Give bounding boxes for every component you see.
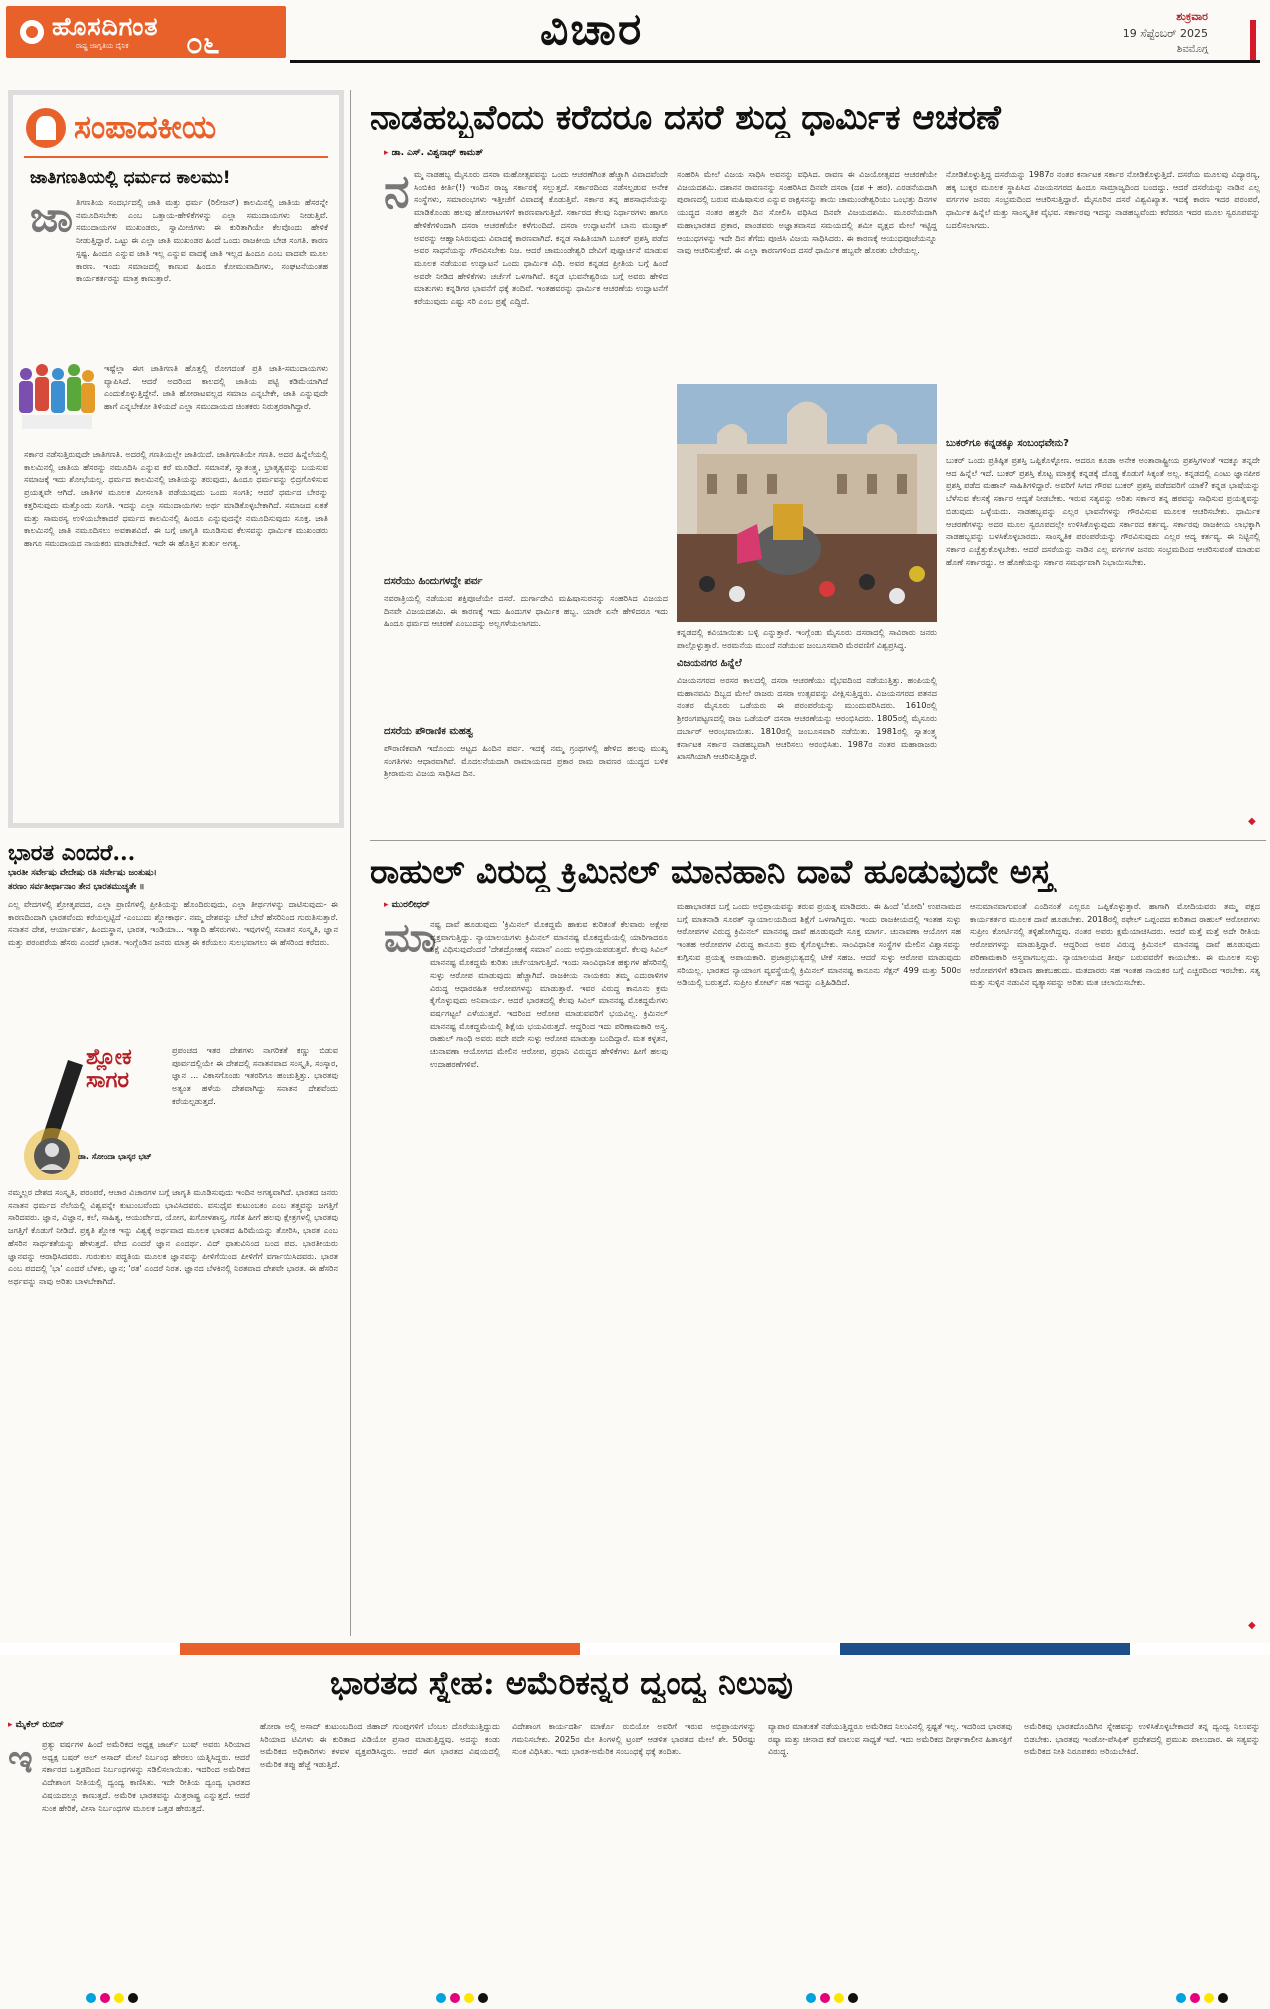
masthead-edition-city: ಶಿವಮೊಗ್ಗ	[1176, 44, 1208, 55]
bharata-paragraph: ಎಲ್ಲ ವೇದಗಳಲ್ಲಿ ಶ್ರೋತೃಪದದ, ಎಲ್ಲಾ ಪ್ರಾಣಿಗಳಲ್ಲಿ ಪ್ರೀತಿಯನ್ನು ಹೊಂದಿರುವುದು, ಎಲ್ಲಾ ತೀರ್ಥಗಳನ್ನು ದಾಟಿಸುವುದು- ಈ ಕಾರಣದಿಂದಾಗಿ ಭಾರತವೆಂದು ಕರೆಯಲ್ಪಟ್ಟಿದೆ -ಎಂಬುದು ಶ್ಲೋಕಾರ್ಥ. ನಮ್ಮ ದೇಶವನ್ನು ಬೇರೆ ಬೇರೆ ಹೆಸರಿನಿಂದ ಗುರುತಿಸುತ್ತಾರೆ. ಸನಾತನ ದೇಶ, ಆರ್ಯಾವರ್ತ, ಹಿಂದುಸ್ಥಾನ, ಭಾರತ, ಇಂಡಿಯಾ... ಇತ್ಯಾದಿ ಹೆಸರುಗಳು. ಇವುಗಳಲ್ಲಿ ಸನಾತನ ಸಂಸ್ಕೃತಿ, ಜ್ಞಾನ ಮತ್ತು ಪರಂಪರೆಯ ಹೆಸರು ಎಂದರೆ ಭಾರತ. ಇಂಗ್ಲೆಂಡಿನ ಜನರು ಮಾತ್ರ ಈ ಕರೆಯಲು ಸುಲಭವಾಗಲು ಈ ಹೆಸರಿಂದ ಕರೆದರು.	[8, 899, 338, 948]
masthead-date: 19 ಸೆಪ್ಟೆಂಬರ್ 2025	[1122, 27, 1208, 40]
magenta-register-mark	[820, 1993, 830, 2003]
dasara-headline: ನಾಡಹಬ್ಬವೆಂದು ಕರೆದರೂ ದಸರೆ ಶುದ್ಧ ಧಾರ್ಮಿಕ ಆಚರಣೆ	[370, 98, 1001, 138]
dasara-col1b: ನವರಾತ್ರಿಯಲ್ಲಿ ನಡೆಯುವ ಶಕ್ತಿಪೂಜೆಯೇ ದಸರೆ. ದುರ್ಗಾದೇವಿ ಮಹಿಷಾಸುರನನ್ನು ಸಂಹರಿಸಿದ ವಿಜಯದ ದಿನವೇ ವಿಜಯದಶಮಿ. ಈ ಕಾರಣಕ್ಕೆ ಇದು ಹಿಂದುಗಳ ಧಾರ್ಮಿಕ ಹಬ್ಬ. ಯಾರೇ ಏನೇ ಹೇಳಿದರೂ ಇದು ಹಿಂದೂ ಧರ್ಮದ ಆಚರಣೆ ಎಂಬುದನ್ನು ಅಲ್ಲಗಳೆಯಲಾಗದು.	[384, 593, 668, 629]
bharata-paragraph: ಪ್ರಪಂಚದ ಇತರ ದೇಶಗಳು ನಾಗರಿಕತೆ ಕಣ್ಣು ಬಿಡುವ ಪೂರ್ವದಲ್ಲಿಯೇ ಈ ದೇಶದಲ್ಲಿ ಸನಾತನವಾದ ಸಂಸ್ಕೃತಿ, ಸಂಸ್ಕಾರ, ಜ್ಞಾನ ... ವಿಕಾಸಗೊಂಡು ಇತರರಿಗೂ ಹಂಚುತ್ತಿತ್ತು. ಭಾರತವು ಅತ್ಯಂತ ಹಳೆಯ ದೇಶವಾಗಿದ್ದು ಸನಾತನ ದೇಶವೆಂದು ಕರೆಯಲ್ಪಡುತ್ತದೆ.	[172, 1045, 338, 1106]
shloka-author: ಡಾ. ಸೋಂದಾ ಭಾಸ್ಕರ ಭಟ್	[78, 1152, 152, 1161]
america-col2: ಹೋರಾ ಅಲ್ಲಿ ಅಸಾದ್ ಕುಟುಂಬದಿಂದ ಜಿಹಾದ್ ಗುಂಪುಗಳಿಗೆ ಬೆಂಬಲ ದೊರೆಯುತ್ತಿದ್ದುದು ಸಿರಿಯಾದ ಟಿವಿಗಳು ಈ ಕುರಿತಾದ ವಿಡಿಯೋ ಪ್ರಸಾರ ಮಾಡುತ್ತಿದ್ದವು. ಅದನ್ನು ಕಂಡು ಅಮೆರಿಕದ ಅಧಿಕಾರಿಗಳು ಕಳವಳ ವ್ಯಕ್ತಪಡಿಸಿದ್ದರು. ಆದರೆ ಈಗ ಭಾರತದ ವಿಷಯದಲ್ಲಿ ಅಮೆರಿಕ ತಪ್ಪು ಹೆಜ್ಜೆ ಇಡುತ್ತಿದೆ.	[260, 1721, 500, 1770]
editorial-paragraph: ತಿಗಣತಿಯ ಸಂದರ್ಭದಲ್ಲಿ ಜಾತಿ ಮತ್ತು ಧರ್ಮ (ರಿಲೀಜನ್) ಕಾಲಮಿನಲ್ಲಿ ಜಾತಿಯ ಹೆಸರನ್ನೇ ನಮೂದಿಸಬೇಕು ಎಂಬ ಒತ್ತಾಯ-ಹೇಳಿಕೆಗಳನ್ನು ಎಲ್ಲಾ ಸಮುದಾಯಗಳು ನೀಡುತ್ತಿವೆ. ಸಮುದಾಯಗಳ ಮುಖಂಡರು, ಸ್ವಾಮೀಜಿಗಳು ಈ ಕುರಿತಾಗಿಯೇ ಕೆಲವೊಂದು ಹೇಳಿಕೆ ನೀಡುತ್ತಿದ್ದಾರೆ. ಒಟ್ಟು ಈ ಎಲ್ಲಾ ಜಾತಿ ಮುಖಂಡರ ಹಿಂದೆ ಒಂದು ರಾಜಕೀಯ ಬೇಡ ಸಂಗತಿ. ಕಾರಣ ಸ್ಪಷ್ಟ. ಹಿಂದೂ ಎನ್ನುವ ಜಾತಿ ಇಲ್ಲ ಎನ್ನುವ ವಾದಕ್ಕೆ ಜಾತಿ ಇಲ್ಲದ ಹಿಂದೂ ಎಂಬ ವಾದವೇ ಮೂಲ ಕಾರಣ. ಇಂದು ಸಮಾಜದಲ್ಲಿ ಕಾಣುವ ಹಿಂದೂ ಕೋಮುವಾದಿಗಳು, ಸಂಘಟನೆಯಂತಹ ಕಾರ್ಯಕರ್ತರನ್ನು ಮಾತ್ರ ಕಾಣುತ್ತಾರೆ.	[76, 197, 328, 284]
cyan-register-mark	[436, 1993, 446, 2003]
dasara-subhead: ದಸರೆಯು ಹಿಂದುಗಳದ್ದೇ ಪರ್ವ	[384, 576, 483, 587]
yellow-register-mark	[114, 1993, 124, 2003]
shloka-sagara-badge	[8, 1040, 168, 1180]
rahul-col2: ಮಹಾಭಾರತದ ಬಗ್ಗೆ ಒಂದು ಅಭಿಪ್ರಾಯವನ್ನು ತರುವ ಪ್ರಯತ್ನ ಮಾಡಿದರು. ಈ ಹಿಂದೆ 'ಮೋದಿ' ಉಪನಾಮದ ಬಗ್ಗೆ ಮಾತನಾಡಿ ಸೂರತ್ ನ್ಯಾಯಾಲಯದಿಂದ ಶಿಕ್ಷೆಗೆ ಒಳಗಾಗಿದ್ದರು. ಇಂದು ರಾಜಕೀಯದಲ್ಲಿ ಇಂತಹ ಸುಳ್ಳು ಆರೋಪಗಳ ವಿರುದ್ಧ ಕ್ರಿಮಿನಲ್ ಮಾನನಷ್ಟ ದಾವೆ ಹೂಡುವುದೇ ಸೂಕ್ತ ಮಾರ್ಗ. ಚುನಾವಣಾ ಆಯೋಗ ಸಹ ಇಂತಹ ಆರೋಪಗಳ ವಿರುದ್ಧ ಕಾನೂನು ಕ್ರಮ ಕೈಗೊಳ್ಳಬೇಕು. ಸಾಂವಿಧಾನಿಕ ಸಂಸ್ಥೆಗಳ ಮೇಲಿನ ವಿಶ್ವಾಸವನ್ನು ಕುಗ್ಗಿಸುವ ಪ್ರಯತ್ನ ಅಪಾಯಕಾರಿ. ಪ್ರಜಾಪ್ರಭುತ್ವದಲ್ಲಿ ಟೀಕೆ ಸಹಜ. ಆದರೆ ಸುಳ್ಳು ಆರೋಪ ಮಾಡುವುದು ಸರಿಯಲ್ಲ. ಭಾರತದ ನ್ಯಾಯಾಂಗ ವ್ಯವಸ್ಥೆಯಲ್ಲಿ ಕ್ರಿಮಿನಲ್ ಮಾನನಷ್ಟ ಕಾನೂನು ಸೆಕ್ಷನ್ 499 ಮತ್ತು 500ರ ಅಡಿಯಲ್ಲಿ ಬರುತ್ತದೆ. ಸುಪ್ರೀಂ ಕೋರ್ಟ್ ಸಹ ಇದನ್ನು ಎತ್ತಿಹಿಡಿದಿದೆ.	[677, 901, 961, 988]
yellow-register-mark	[1204, 1993, 1214, 2003]
rahul-col1: ನಷ್ಟ ದಾವೆ ಹೂಡುವುದು 'ಕ್ರಿಮಿನಲ್ ಮೊಕದ್ದಮೆ ಹಾಕುವ ಕುರಿತಂತೆ ಕೆಲವಾರು ಅಕ್ಷೇಪ ವ್ಯಕ್ತವಾಗುತ್ತಿದ್ದು. ನ್ಯಾಯಾಲಯಗಳು ಕ್ರಿಮಿನಲ್ ಮಾನನಷ್ಟ ಮೊಕದ್ದಮೆಯಲ್ಲಿ ಯಾರಿಗಾದರೂ ಶಿಕ್ಷೆ ವಿಧಿಸುವುದೆಂದರೆ 'ದೇಶದ್ರೋಹಕ್ಕೆ ಸಮಾನ' ಎಂದು ಅಭಿಪ್ರಾಯಪಡುತ್ತವೆ. ಕೆಲವು ಸಿವಿಲ್ ಮಾನನಷ್ಟ ಮೊಕದ್ದಮೆ ಕುರಿತು ಚರ್ಚೆಯಾಗುತ್ತಿದೆ. ಇಂದು ಸಾಂವಿಧಾನಿಕ ಹಕ್ಕುಗಳ ಹೆಸರಿನಲ್ಲಿ ಸುಳ್ಳು ಆರೋಪ ಮಾಡುವುದು ಹೆಚ್ಚಾಗಿದೆ. ರಾಜಕೀಯ ನಾಯಕರು ತಮ್ಮ ಎದುರಾಳಿಗಳ ವಿರುದ್ಧ ಆಧಾರರಹಿತ ಆರೋಪಗಳನ್ನು ಮಾಡುತ್ತಾರೆ. ಇವರ ವಿರುದ್ಧ ಕಾನೂನು ಕ್ರಮ ಕೈಗೊಳ್ಳುವುದು ಅನಿವಾರ್ಯ. ಆದರೆ ಭಾರತದಲ್ಲಿ ಕೆಲವು ಸಿವಿಲ್ ಮಾನನಷ್ಟ ಮೊಕದ್ದಮೆಗಳು ವರ್ಷಗಟ್ಟಲೆ ಎಳೆಯುತ್ತವೆ. ಇದರಿಂದ ಆರೋಪ ಮಾಡುವವರಿಗೆ ಭಯವಿಲ್ಲ. ಕ್ರಿಮಿನಲ್ ಮಾನನಷ್ಟ ಮೊಕದ್ದಮೆಯಲ್ಲಿ ಶಿಕ್ಷೆಯ ಭಯವಿರುತ್ತದೆ. ಆದ್ದರಿಂದ ಇದು ಪರಿಣಾಮಕಾರಿ ಅಸ್ತ್ರ. ರಾಹುಲ್ ಗಾಂಧಿ ಅವರು ಪದೇ ಪದೇ ಸುಳ್ಳು ಆರೋಪ ಮಾಡುತ್ತಾ ಬಂದಿದ್ದಾರೆ. ಮತ ಕಳ್ಳತನ, ಚುನಾವಣಾ ಆಯೋಗದ ಮೇಲಿನ ಆರೋಪ, ಪ್ರಧಾನಿ ವಿರುದ್ಧದ ಹೇಳಿಕೆಗಳು ಹೀಗೆ ಹಲವು ಉದಾಹರಣೆಗಳಿವೆ.	[430, 919, 668, 1069]
dasara-col1: ಮ್ಮ ನಾಡಹಬ್ಬ ಮೈಸೂರು ದಸರಾ ಮಹೋತ್ಸವವನ್ನು ಒಂದು ಆಚರಣೆಗಿಂತ ಹೆಚ್ಚಾಗಿ ವಿವಾದವೆಂದೇ ಸಿಂಬಿಕಿರ ಕೀರ್ತಿ(!) ಇಂದಿನ ರಾಜ್ಯ ಸರ್ಕಾರಕ್ಕೆ ಸಲ್ಲುತ್ತದೆ. ಸರ್ಕಾರದಿಂದ ನಡೆಸಲ್ಪಡುವ ಅನೇಕ ಸಂಸ್ಥೆಗಳು, ಸಮಾರಂಭಗಳು ಇತ್ತೀಚೆಗೆ ವಿವಾದಕ್ಕೆ ಕೊಡುತ್ತಿವೆ. ಸರ್ಕಾರ ತನ್ನ ಹಠಸಾಧನೆಯನ್ನು ಮಾಡಿಕೊಂಡು ಹಲವು ಹೋರಾಟಗಳಿಗೆ ಕಾರಣವಾಗುತ್ತಿದೆ. ಸರ್ಕಾರದ ಕೆಲವು ನಿರ್ಧಾರಗಳು ಹಾಗೂ ಹೇಳಿಕೆಗಳಿಂದಾಗಿ ದಸರಾ ಆಚರಣೆಯೇ ಕಳೆಗುಂದಿದೆ. ದಸರಾ ಉದ್ಘಾಟನೆಗೆ ಬಾನು ಮುಷ್ತಾಕ್ ಅವರನ್ನು ಆಹ್ವಾನಿಸಿರುವುದು ವಿವಾದಕ್ಕೆ ಕಾರಣವಾಗಿದೆ. ಕನ್ನಡ ಸಾಹಿತಿಯಾಗಿ ಬೂಕರ್ ಪ್ರಶಸ್ತಿ ಪಡೆದ ಅವರ ಸಾಧನೆಯನ್ನು ಗೌರವಿಸಬೇಕು ನಿಜ. ಆದರೆ ಚಾಮುಂಡೇಶ್ವರಿ ದೇವಿಗೆ ಪುಷ್ಪಾರ್ಚನೆ ಮಾಡುವ ಮೂಲಕ ನಡೆಯುವ ಉದ್ಘಾಟನೆ ಒಂದು ಧಾರ್ಮಿಕ ವಿಧಿ. ಅವರ ಕನ್ನಡದ ಪ್ರೀತಿಯ ಬಗ್ಗೆ ಹಿಂದೆ ಅವರೇ ನೀಡಿದ ಹೇಳಿಕೆಗಳು ಚರ್ಚೆಗೆ ಒಳಗಾಗಿವೆ. ಕನ್ನಡ ಭುವನೇಶ್ವರಿಯ ಬಗ್ಗೆ ಅವರು ಹೇಳಿದ ಮಾತುಗಳು ಕನ್ನಡಿಗರ ಭಾವನೆಗೆ ಧಕ್ಕೆ ತಂದಿವೆ. ಇಂತಹವರನ್ನು ಧಾರ್ಮಿಕ ಆಚರಣೆಯ ಉದ್ಘಾಟನೆಗೆ ಕರೆಯುವುದು ಎಷ್ಟು ಸರಿ ಎಂಬ ಪ್ರಶ್ನೆ ಎದ್ದಿದೆ.	[414, 169, 668, 307]
dasara-dropcap: ನ	[384, 164, 410, 218]
yellow-register-mark	[834, 1993, 844, 2003]
rahul-col3: ಆನುಮಾನವಾಗುವಂತೆ ಎಂದಿನಂತೆ ಎಲ್ಲರೂ ಒಪ್ಪಿಕೊಳ್ಳುತ್ತಾರೆ. ಹಾಗಾಗಿ ಮೋದಿಯವರು ತಮ್ಮ ಪಕ್ಷದ ಕಾರ್ಯಕರ್ತರ ಮೂಲಕ ದಾವೆ ಹೂಡಬೇಕು. 2018ರಲ್ಲಿ ರಫೇಲ್ ಒಪ್ಪಂದದ ಕುರಿತಾದ ರಾಹುಲ್ ಆರೋಪಗಳು ಸುಪ್ರೀಂ ಕೋರ್ಟಿನಲ್ಲಿ ತಳ್ಳಿಹೋಗಿದ್ದವು. ನಂತರ ಅವರು ಕ್ಷಮೆಯಾಚಿಸಿದರು. ಆದರೆ ಮತ್ತೆ ಮತ್ತೆ ಅದೇ ರೀತಿಯ ಆರೋಪಗಳನ್ನು ಮಾಡುತ್ತಿದ್ದಾರೆ. ಆದ್ದರಿಂದ ಅವರ ವಿರುದ್ಧ ಕ್ರಿಮಿನಲ್ ಮಾನನಷ್ಟ ದಾವೆ ಹೂಡುವುದು ಪರಿಣಾಮಕಾರಿ ಅಸ್ತ್ರವಾಗಬಲ್ಲದು. ನ್ಯಾಯಾಲಯದ ತೀರ್ಪು ಬರುವವರೆಗೆ ಕಾಯಬೇಕು. ಈ ಮೂಲಕ ಸುಳ್ಳು ಆರೋಪಗಳಿಗೆ ಕಡಿವಾಣ ಹಾಕಬಹುದು. ಮತದಾರರು ಸಹ ಇಂತಹ ನಾಯಕರ ಬಗ್ಗೆ ಎಚ್ಚರದಿಂದ ಇರಬೇಕು. ಸತ್ಯ ಮತ್ತು ಸುಳ್ಳಿನ ನಡುವಿನ ವ್ಯತ್ಯಾಸವನ್ನು ಅರಿತು ಮತ ಚಲಾಯಿಸಬೇಕು.	[970, 901, 1260, 988]
rahul-dropcap: ಮಾ	[384, 915, 437, 961]
section-colour-bar	[0, 1643, 1270, 1655]
dasara-subhead: ದಸರೆಯ ಪೌರಾಣಿಕ ಮಹತ್ವ	[384, 726, 473, 737]
masthead	[0, 0, 1270, 62]
cyan-register-mark	[86, 1993, 96, 2003]
magenta-register-mark	[1190, 1993, 1200, 2003]
america-col3: ವಿದೇಶಾಂಗ ಕಾರ್ಯದರ್ಶಿ ಮಾರ್ಕೊ ರುಬಿಯೋ ಅವರಿಗೆ ಇರುವ ಅಭಿಪ್ರಾಯಗಳನ್ನು ಗಮನಿಸಬೇಕು. 2025ರ ಮೇ ತಿಂಗಳಲ್ಲಿ ಟ್ರಂಪ್ ಆಡಳಿತ ಭಾರತದ ಮೇಲೆ ಶೇ. 50ರಷ್ಟು ಸುಂಕ ವಿಧಿಸಿತು. ಇದು ಭಾರತ-ಅಮೆರಿಕ ಸಂಬಂಧಕ್ಕೆ ಧಕ್ಕೆ ತಂದಿತು.	[512, 1721, 756, 1757]
cyan-register-mark	[1176, 1993, 1186, 2003]
dasara-col2b: ಕನ್ನಡದಲ್ಲಿ ಕವಿಯಾಯಿತು ಬಳ್ಳಿ ಎನ್ನುತ್ತಾರೆ. ಇಂಗ್ಲೆಂಡು ಮೈಸೂರು ದಸರಾದಲ್ಲಿ ಸಾವಿರಾರು ಜನರು ಪಾಲ್ಗೊಳ್ಳುತ್ತಾರೆ. ಅರಮನೆಯ ಮುಂದೆ ನಡೆಯುವ ಜಂಬೂಸವಾರಿ ಮೆರವಣಿಗೆ ವಿಶ್ವಪ್ರಸಿದ್ಧ.	[677, 627, 937, 650]
editorial-dropcap: ಜಾ	[30, 192, 74, 241]
america-col4: ವ್ಯಾಪಾರ ಮಾತುಕತೆ ನಡೆಯುತ್ತಿದ್ದರೂ ಅಮೆರಿಕದ ನಿಲುವಿನಲ್ಲಿ ಸ್ಪಷ್ಟತೆ ಇಲ್ಲ. ಇದರಿಂದ ಭಾರತವು ರಷ್ಯಾ ಮತ್ತು ಚೀನಾದ ಕಡೆ ವಾಲುವ ಸಾಧ್ಯತೆ ಇದೆ. ಇದು ಅಮೆರಿಕದ ದೀರ್ಘಕಾಲೀನ ಹಿತಾಸಕ್ತಿಗೆ ವಿರುದ್ಧ.	[768, 1721, 1012, 1757]
dasara-col2: ಸಂಹರಿಸಿ ಮೇಲೆ ವಿಜಯ ಸಾಧಿಸಿ ಅವನನ್ನು ವಧಿಸಿದ. ರಾವಣ ಈ ವಿಜಯೋತ್ಸವದ ಆಚರಣೆಯೇ ವಿಜಯದಶಮಿ. ದಶಾನನ ರಾವಣನನ್ನು ಸಂಹರಿಸಿದ ದಿನವೇ ದಸರಾ (ದಶ + ಹರ). ಎರಡನೆಯದಾಗಿ ಪುರಾಣದಲ್ಲಿ ಬರುವ ಮಹಿಷಾಸುರ ಎನ್ನುವ ರಾಕ್ಷಸನನ್ನು ತಾಯಿ ಚಾಮುಂಡೇಶ್ವರಿಯು ಒಂಭತ್ತು ದಿನಗಳ ಯುದ್ಧದ ನಂತರ ಹತ್ತನೇ ದಿನ ಸೋಲಿಸಿ ವಧಿಸಿದ ದಿನವೇ ವಿಜಯದಶಮಿ. ಮೂರನೆಯದಾಗಿ ಮಹಾಭಾರತದ ಪ್ರಕಾರ, ಪಾಂಡವರು ಅಜ್ಞಾತವಾಸದ ಸಮಯದಲ್ಲಿ ಶಮೀ ವೃಕ್ಷದ ಮೇಲೆ ಇಟ್ಟಿದ್ದ ಆಯುಧಗಳನ್ನು ಇದೇ ದಿನ ತೆಗೆದು ಪೂಜಿಸಿ ವಿಜಯ ಸಾಧಿಸಿದರು. ಈ ಕಾರಣಕ್ಕೆ ಆಯುಧಪೂಜೆಯನ್ನೂ ನಾವು ಆಚರಿಸುತ್ತೇವೆ. ಈ ಎಲ್ಲಾ ಕಾರಣಗಳಿಂದ ದಸರೆ ಧಾರ್ಮಿಕ ಹಬ್ಬವೇ ಹೊರತು ಬೇರೆಯಲ್ಲ.	[677, 169, 937, 256]
bharata-heading: ಭಾರತ ಎಂದರೆ...	[8, 840, 136, 866]
america-headline: ಭಾರತದ ಸ್ನೇಹ: ಅಮೆರಿಕನ್ನರ ದ್ವಂದ್ವ ನಿಲುವು	[330, 1664, 793, 1702]
shloka-sagara-label: ಶ್ಲೋಕ ಸಾಗರ	[86, 1044, 132, 1094]
end-mark-icon: ◆	[1248, 816, 1256, 827]
dasara-byline: ▸ ಡಾ. ಎಸ್. ವಿಶ್ವನಾಥ್ ಕಾಮತ್	[384, 148, 483, 158]
black-register-mark	[1218, 1993, 1228, 2003]
dasara-col3b: ಬುಕರ್ ಒಂದು ಪ್ರತಿಷ್ಠಿತ ಪ್ರಶಸ್ತಿ ಒಪ್ಪಿಕೊಳ್ಳೋಣ. ಆದರೂ ಕೂಡಾ ಅನೇಕ ಅಂತಾರಾಷ್ಟ್ರೀಯ ಪ್ರಶಸ್ತಿಗಳಂತೆ ಇದಕ್ಕೂ ತನ್ನದೇ ಆದ ಹಿನ್ನೆಲೆ ಇದೆ. ಬುಕರ್ ಪ್ರಶಸ್ತಿ ಕೊಟ್ಟ ಮಾತ್ರಕ್ಕೆ ಕನ್ನಡಕ್ಕೆ ದೊಡ್ಡ ಕೊಡುಗೆ ಸಿಕ್ಕಂತೆ ಅಲ್ಲ. ಕನ್ನಡದಲ್ಲಿ ಎಂಟು ಜ್ಞಾನಪೀಠ ಪ್ರಶಸ್ತಿ ಪಡೆದ ಮಹಾನ್ ಸಾಹಿತಿಗಳಿದ್ದಾರೆ. ಅವರಿಗೆ ಸಿಗದ ಗೌರವ ಬುಕರ್ ಪ್ರಶಸ್ತಿ ಪಡೆದವರಿಗೆ ಯಾಕೆ? ಕನ್ನಡ ಭಾಷೆಯನ್ನು ಬೆಳೆಸುವ ಕೆಲಸಕ್ಕೆ ಸರ್ಕಾರ ಆದ್ಯತೆ ನೀಡಬೇಕು. ಇರುವ ಸತ್ಯವನ್ನು ಅರಿತು ಸರ್ಕಾರ ತನ್ನ ಹಠವನ್ನು ಸಾಧಿಸುವ ಪ್ರಯತ್ನವನ್ನು ಬಿಡುವುದು ಒಳ್ಳೆಯದು. ನಾಡಹಬ್ಬವನ್ನು ಎಲ್ಲರ ಭಾವನೆಗಳನ್ನು ಗೌರವಿಸುವ ಮೂಲಕ ಆಚರಿಸಬೇಕು. ಧಾರ್ಮಿಕ ಆಚರಣೆಗಳನ್ನು ಅದರ ಮೂಲ ಸ್ವರೂಪದಲ್ಲೇ ಉಳಿಸಿಕೊಳ್ಳುವುದು ಸರ್ಕಾರದ ಕರ್ತವ್ಯ. ಸರ್ಕಾರವು ರಾಜಕೀಯ ಲಾಭಕ್ಕಾಗಿ ನಾಡಹಬ್ಬವನ್ನು ಬಳಸಿಕೊಳ್ಳಬಾರದು. ಸಾಂಸ್ಕೃತಿಕ ಪರಂಪರೆಯನ್ನು ಗೌರವಿಸುವುದು ಎಲ್ಲರ ಆದ್ಯ ಕರ್ತವ್ಯ. ಈ ನಿಟ್ಟಿನಲ್ಲಿ ಸರ್ಕಾರ ಎಚ್ಚೆತ್ತುಕೊಳ್ಳಬೇಕು. ಆದರೆ ದಸರೆಯನ್ನು ನಾಡಿನ ಎಲ್ಲ ವರ್ಗಗಳ ಜನರು ಸಂಭ್ರಮದಿಂದ ಆಚರಿಸುವಂತೆ ಮಾಡುವ ಹೊಣೆ ಸರ್ಕಾರದ್ದು. ಆ ಹೊಣೆಯನ್ನು ಸರ್ಕಾರ ಸಮರ್ಥವಾಗಿ ನಿಭಾಯಿಸಬೇಕು.	[946, 455, 1260, 567]
rahul-byline: ▸ ಮುರಲೀಧರ್	[384, 900, 430, 910]
bharata-paragraph: ನಮ್ಮಲ್ಲರ ದೇಶದ ಸಂಸ್ಕೃತಿ, ಪರಂಪರೆ, ಆಚಾರ ವಿಚಾರಗಳ ಬಗ್ಗೆ ಜಾಗೃತಿ ಮೂಡಿಸುವುದು ಇಂದಿನ ಅಗತ್ಯವಾಗಿದೆ. ಭಾರತದ ಜನರು ಸನಾತನ ಧರ್ಮದ ನೆಲೆಯಲ್ಲಿ ವಿಶ್ವವನ್ನೇ ಕುಟುಂಬವೆಂದು ಭಾವಿಸಿದವರು. ವಸುಧೈವ ಕುಟುಂಬಕಂ ಎಂಬ ತತ್ತ್ವವನ್ನು ಜಗತ್ತಿಗೆ ಸಾರಿದವರು. ಜ್ಞಾನ, ವಿಜ್ಞಾನ, ಕಲೆ, ಸಾಹಿತ್ಯ, ಆಯುರ್ವೇದ, ಯೋಗ, ಖಗೋಳಶಾಸ್ತ್ರ, ಗಣಿತ ಹೀಗೆ ಹಲವು ಕ್ಷೇತ್ರಗಳಲ್ಲಿ ಭಾರತವು ಜಗತ್ತಿಗೆ ಕೊಡುಗೆ ನೀಡಿದೆ. ಪ್ರಕೃತಿ ಶ್ಲೋಕ ಇನ್ನು ವಿಶ್ವಕ್ಕೆ ಅರ್ಥವಾದ ಮೂಲಕ ಭಾರತದ ಹಿರಿಮೆಯನ್ನು ತೋರಿಸಿ, ಭಾರತ ಎಂಬ ಹೆಸರಿನ ಸಾರ್ಥಕತೆಯನ್ನು ಹೇಳುತ್ತದೆ. ವೇದ ಎಂದರೆ ಜ್ಞಾನ ಎಂದರ್ಥ. ವಿದ್ ಧಾತುವಿನಿಂದ ಬಂದ ಪದ. ಭಾರತೀಯರು ಜ್ಞಾನವನ್ನು ಆರಾಧಿಸಿದವರು. ಗುರುಕುಲ ಪದ್ಧತಿಯ ಮೂಲಕ ಜ್ಞಾನವನ್ನು ಪೀಳಿಗೆಯಿಂದ ಪೀಳಿಗೆಗೆ ವರ್ಗಾಯಿಸಿದವರು. ಭಾರತ ಎಂಬ ಪದದಲ್ಲಿ 'ಭಾ' ಎಂದರೆ ಬೆಳಕು, ಜ್ಞಾನ; 'ರತ' ಎಂದರೆ ನಿರತ. ಜ್ಞಾನದ ಬೆಳಕಿನಲ್ಲಿ ನಿರತವಾದ ದೇಶವೇ ಭಾರತ. ಈ ಹೆಸರಿನ ಅರ್ಥವನ್ನು ನಾವು ಅರಿತು ಬಾಳಬೇಕಾಗಿದೆ.	[8, 1187, 338, 1286]
bharata-shloka-line: ತರಣಂ ಸರ್ವತೀರ್ಥಾನಾಂ ತೇನ ಭಾರತಮುಚ್ಯತೇ ॥	[8, 882, 145, 892]
dasara-subhead: ಬುಕರ್‌ಗೂ ಕನ್ನಡಕ್ಕೂ ಸಂಬಂಧವೇನು?	[946, 438, 1069, 449]
black-register-mark	[848, 1993, 858, 2003]
yellow-register-mark	[464, 1993, 474, 2003]
brand-tagline: ರಾಷ್ಟ್ರ ಜಾಗೃತಿಯ ದೈನಿಕ	[76, 42, 129, 50]
rahul-headline: ರಾಹುಲ್ ವಿರುದ್ಧ ಕ್ರಿಮಿನಲ್ ಮಾನಹಾನಿ ದಾವೆ ಹೂಡುವುದೇ ಅಸ್ತ್ರ	[370, 852, 1053, 891]
editorial-headline: ಜಾತಿಗಣತಿಯಲ್ಲಿ ಧರ್ಮದ ಕಾಲಮು!	[30, 168, 231, 188]
masthead-day: ಶುಕ್ರವಾರ	[1176, 10, 1208, 23]
people-crowd-icon	[16, 360, 98, 436]
america-col5: ಅಮೆರಿಕವು ಭಾರತದೊಂದಿಗಿನ ಸ್ನೇಹವನ್ನು ಉಳಿಸಿಕೊಳ್ಳಬೇಕಾದರೆ ತನ್ನ ದ್ವಂದ್ವ ನಿಲುವನ್ನು ಬಿಡಬೇಕು. ಭಾರತವು ಇಂಡೋ-ಪೆಸಿಫಿಕ್ ಪ್ರದೇಶದಲ್ಲಿ ಪ್ರಮುಖ ಪಾಲುದಾರ. ಈ ಸತ್ಯವನ್ನು ಅಮೆರಿಕದ ನೀತಿ ನಿರೂಪಕರು ಅರಿಯಬೇಕಿದೆ.	[1024, 1721, 1260, 1757]
brand-logo-box	[6, 6, 286, 61]
bharata-shloka-line: ಭಾರತೀ ಸರ್ವೇಷು ವೇದೇಷು ರತಿ ಸರ್ವೇಷು ಜಂತುಷು।	[8, 868, 157, 878]
dasara-col1c: ಪೌರಾಣಿಕವಾಗಿ ಇದೊಂದು ಆಟ್ಟದ ಹಿಂದಿನ ಪರ್ವ. ಇದಕ್ಕೆ ನಮ್ಮ ಗ್ರಂಥಗಳಲ್ಲಿ ಹೇಳಿದ ಹಲವು ಮುಖ್ಯ ಸಂಗತಿಗಳು ಆಧಾರವಾಗಿವೆ. ಮೊದಲನೆಯದಾಗಿ ರಾಮಾಯಣದ ಪ್ರಕಾರ ರಾಮ ರಾವಣರ ಯುದ್ಧದ ಬಳಿಕ ಶ್ರೀರಾಮನು ವಿಜಯ ಸಾಧಿಸಿದ ದಿನ.	[384, 743, 668, 779]
page-number: ೦೬	[186, 26, 220, 61]
america-byline: ▸ ಮೈಕೆಲ್ ರುಬಿನ್	[8, 1720, 64, 1730]
end-mark-icon: ◆	[1248, 1620, 1256, 1631]
editorial-paragraph: ಸರ್ಕಾರ ನಡೆಸುತ್ತಿರುವುದೇ ಜಾತಿಗಣತಿ. ಅದರಲ್ಲಿ ಗಣತಿಯಲ್ಲೇ ಜಾತಿಯಿದೆ. ಜಾತಿಗಣತಿಯೇ ಗಣತಿ. ಅದರ ಹಿನ್ನೆಲೆಯಲ್ಲಿ ಕಾಲಮಿನಲ್ಲಿ ಜಾತಿಯ ಹೆಸರನ್ನು ನಮೂದಿಸಿ ಎನ್ನುವ ಕರೆ ಮೂಡಿದೆ. ಸಮಾನತೆ, ಸ್ವಾತಂತ್ರ್ಯ, ಭ್ರಾತೃತ್ವವನ್ನು ಬಯಸುವ ಸಮಾಜಕ್ಕೆ ಇದು ಶೋಭೆಯಲ್ಲ. ಧರ್ಮದ ಕಾಲಮಿನಲ್ಲಿ ಜಾತಿಯನ್ನು ತರುವುದು, ಹಿಂದೂ ಧರ್ಮವನ್ನು ಛಿದ್ರಗೊಳಿಸುವ ಪ್ರಯತ್ನವೇ ಆಗಿದೆ. ಜಾತಿಗಳ ಮೂಲಕ ಮೀಸಲಾತಿ ಪಡೆಯುವುದು ಒಂದು ಸಂಗತಿ; ಆದರೆ ಧರ್ಮದ ಬೇರನ್ನು ಕತ್ತರಿಸುವುದು ಮತ್ತೊಂದು ಸಂಗತಿ. ಇದನ್ನು ಎಲ್ಲಾ ಸಮುದಾಯಗಳು ಅರ್ಥ ಮಾಡಿಕೊಳ್ಳಬೇಕಾಗಿದೆ. ಸಮಾಜದ ಏಕತೆ ಮತ್ತು ಸಾಮರಸ್ಯ ಉಳಿಯಬೇಕಾದರೆ ಧರ್ಮದ ಕಾಲಮಿನಲ್ಲಿ ಹಿಂದೂ ಎನ್ನುವುದನ್ನೇ ನಮೂದಿಸುವುದು ಸೂಕ್ತ. ಜಾತಿ ಕಾಲಮಿನಲ್ಲಿ ಜಾತಿ ನಮೂದಿಸಲು ಅವಕಾಶವಿದೆ. ಈ ಬಗ್ಗೆ ಜಾಗೃತಿ ಮೂಡಿಸುವ ಕೆಲಸವನ್ನು ಧಾರ್ಮಿಕ ಮುಖಂಡರು ಹಾಗೂ ಸಮುದಾಯದ ನಾಯಕರು ಮಾಡಬೇಕಿದೆ. ಇದೇ ಈ ಹೊತ್ತಿನ ತುರ್ತು ಅಗತ್ಯ.	[24, 449, 328, 548]
magenta-register-mark	[100, 1993, 110, 2003]
color-strip	[1250, 20, 1256, 60]
cyan-register-mark	[806, 1993, 816, 2003]
mysore-palace-procession-photo	[677, 384, 937, 622]
editorial-icon	[26, 108, 66, 148]
masthead-rule	[290, 60, 1260, 63]
black-register-mark	[128, 1993, 138, 2003]
column-divider	[350, 90, 351, 1636]
editorial-paragraph: ಇಷ್ಟೆಲ್ಲಾ ಈಗ ಜಾತಿಗಣತಿ ಹೊತ್ತಲ್ಲಿ ರೋಗದಂತೆ ಪ್ರತಿ ಜಾತಿ-ಸಮುದಾಯಗಳು ವ್ಯಾಪಿಸಿದೆ. ಆದರೆ ಅದರಿಂದ ಕಾಲದಲ್ಲಿ ಜಾತಿಯ ಪಟ್ಟಿ ಕಡಿಮೆಯಾಗಿದೆ ಎಂದುಕೊಳ್ಳುತ್ತಿದ್ದೇನೆ. ಜಾತಿ ಹೋರಾಟವಲ್ಲದ ಸಮಾಜ ಎನ್ನಬೇಕೇ, ಜಾತಿ ಎನ್ನುವುದೇ ಹಾಗೆ ಎನ್ನಬೇಕೋ ತಿಳಿಯದೆ ಎಲ್ಲಾ ಸಮುದಾಯದ ಚಿಂತಕರು ನಿರುತ್ತರರಾಗಿದ್ದಾರೆ.	[104, 363, 328, 412]
magenta-register-mark	[450, 1993, 460, 2003]
dasara-col3: ನೋಡಿಕೊಳ್ಳುತ್ತಿದ್ದ ದಸರೆಯನ್ನು 1987ರ ನಂತರ ಕರ್ನಾಟಕ ಸರ್ಕಾರ ನೋಡಿಕೊಳ್ಳುತ್ತಿದೆ. ದಸರೆಯ ಮೂಲವು ವಿದ್ಯಾರಣ್ಯ, ಹಕ್ಕ ಬುಕ್ಕರ ಮೂಲಕ ಸ್ಥಾಪಿಸಿದ ವಿಜಯನಗರದ ಹಿಂದೂ ಸಾಮ್ರಾಜ್ಯದಿಂದ ಬಂದದ್ದು. ಆದರೆ ದಸರೆಯನ್ನು ನಾಡಿನ ಎಲ್ಲ ವರ್ಗಗಳ ಜನರು ಸಂಭ್ರಮದಿಂದ ಆಚರಿಸುತ್ತಿದ್ದಾರೆ. ಮೈಸೂರಿನ ದಸರೆ ವಿಶ್ವವಿಖ್ಯಾತ. ಇದಕ್ಕೆ ಕಾರಣ ಇದರ ಪರಂಪರೆ, ಧಾರ್ಮಿಕ ಹಿನ್ನೆಲೆ ಮತ್ತು ಸಾಂಸ್ಕೃತಿಕ ವೈಭವ. ಸರ್ಕಾರವು ಇದನ್ನು ನಾಡಹಬ್ಬವೆಂದು ಕರೆದರೂ ಇದರ ಮೂಲ ಸ್ವರೂಪವನ್ನು ಬದಲಿಸಲಾಗದು.	[946, 169, 1260, 230]
america-col1: ಪ್ರತ್ಯು ವರ್ಷಗಳ ಹಿಂದೆ ಅಮೆರಿಕದ ಅಧ್ಯಕ್ಷ ಜಾರ್ಜ್ ಬುಷ್ ಅವರು ಸಿರಿಯಾದ ಅಧ್ಯಕ್ಷ ಬಷರ್ ಅಲ್ ಅಸಾದ್ ಮೇಲೆ ನಿರ್ಬಂಧ ಹೇರಲು ಯತ್ನಿಸಿದ್ದರು. ಆದರೆ ಸರ್ಕಾರದ ಒತ್ತಡದಿಂದ ನಿರ್ಬಂಧಗಳನ್ನು ಸಡಿಲಿಸಲಾಯಿತು. ಇದರಿಂದ ಅಮೆರಿಕದ ವಿದೇಶಾಂಗ ನೀತಿಯಲ್ಲಿ ದ್ವಂದ್ವ ಕಾಣಿಸಿತು. ಇದೇ ರೀತಿಯ ದ್ವಂದ್ವ ಭಾರತದ ವಿಷಯದಲ್ಲೂ ಕಾಣುತ್ತದೆ. ಅಮೆರಿಕ ಭಾರತವನ್ನು ಮಿತ್ರರಾಷ್ಟ್ರ ಎನ್ನುತ್ತದೆ. ಆದರೆ ಸುಂಕ ಹೇರಿಕೆ, ವೀಸಾ ನಿರ್ಬಂಧಗಳ ಮೂಲಕ ಒತ್ತಡ ಹೇರುತ್ತದೆ.	[42, 1739, 250, 1813]
brand-name: ಹೊಸದಿಗಂತ	[52, 12, 159, 41]
brand-emblem-icon	[20, 20, 44, 44]
dasara-col2c: ವಿಜಯನಗರದ ಅರಸರ ಕಾಲದಲ್ಲಿ ದಸರಾ ಆಚರಣೆಯು ವೈಭವದಿಂದ ನಡೆಯುತ್ತಿತ್ತು. ಹಂಪಿಯಲ್ಲಿ ಮಹಾನವಮಿ ದಿಬ್ಬದ ಮೇಲೆ ರಾಜರು ದಸರಾ ಉತ್ಸವವನ್ನು ವೀಕ್ಷಿಸುತ್ತಿದ್ದರು. ವಿಜಯನಗರದ ಪತನದ ನಂತರ ಮೈಸೂರು ಒಡೆಯರು ಈ ಪರಂಪರೆಯನ್ನು ಮುಂದುವರಿಸಿದರು. 1610ರಲ್ಲಿ ಶ್ರೀರಂಗಪಟ್ಟಣದಲ್ಲಿ ರಾಜ ಒಡೆಯರ್ ದಸರಾ ಆಚರಣೆಯನ್ನು ಆರಂಭಿಸಿದರು. 1805ರಲ್ಲಿ ಮೈಸೂರು ದರ್ಬಾರ್ ಆರಂಭವಾಯಿತು. 1810ರಲ್ಲಿ ಜಂಬೂಸವಾರಿ ನಡೆಯಿತು. 1981ರಲ್ಲಿ ಸ್ವಾತಂತ್ರ್ಯ ಕರ್ನಾಟಕ ಸರ್ಕಾರ ನಾಡಹಬ್ಬವಾಗಿ ಆಚರಿಸಲು ಆರಂಭಿಸಿತು. 1987ರ ನಂತರ ಮಹಾರಾಜರು ಖಾಸಗಿಯಾಗಿ ಆಚರಿಸುತ್ತಿದ್ದಾರೆ.	[677, 675, 937, 762]
dasara-subhead: ವಿಜಯನಗರ ಹಿನ್ನೆಲೆ	[677, 658, 742, 669]
section-title: ವಿಚಾರ	[540, 4, 644, 55]
article-divider	[370, 840, 1266, 841]
editorial-title: ಸಂಪಾದಕೀಯ	[74, 108, 217, 146]
black-register-mark	[478, 1993, 488, 2003]
editorial-title-rule	[24, 156, 328, 158]
america-dropcap: ಇ	[8, 1737, 33, 1781]
